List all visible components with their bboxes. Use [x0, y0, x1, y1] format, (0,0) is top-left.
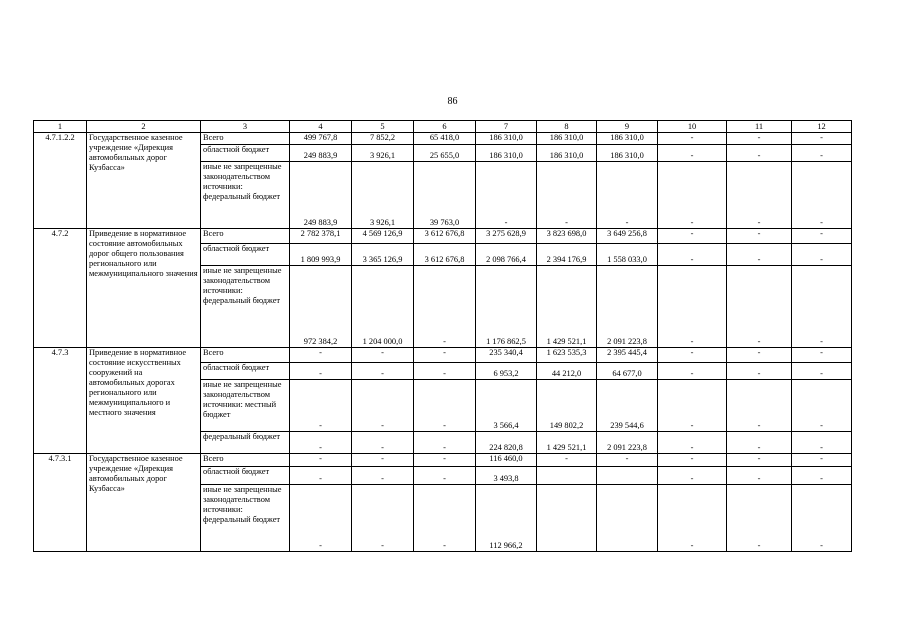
value-cell: 186 310,0	[476, 133, 537, 145]
funding-source: иные не запрещенные законодательством источники: федеральный бюджет	[201, 485, 290, 552]
funding-source: областной бюджет	[201, 244, 290, 266]
value-cell: -	[290, 485, 352, 552]
value-cell: -	[727, 266, 792, 348]
value-cell: -	[792, 266, 852, 348]
header-cell: 4	[290, 121, 352, 133]
value-cell: -	[727, 454, 792, 467]
value-cell: 186 310,0	[597, 133, 658, 145]
value-cell: -	[290, 363, 352, 380]
item-name: Государственное казенное учреждение «Дирекция автомобильных дорог Кузбасса»	[87, 454, 201, 552]
header-cell: 7	[476, 121, 537, 133]
value-cell: -	[476, 162, 537, 229]
value-cell: 7 852,2	[352, 133, 414, 145]
header-cell: 2	[87, 121, 201, 133]
value-cell: 1 176 862,5	[476, 266, 537, 348]
value-cell: -	[792, 454, 852, 467]
page-number: 86	[447, 96, 458, 107]
value-cell: 3 365 126,9	[352, 244, 414, 266]
value-cell: -	[414, 467, 476, 485]
value-cell: 149 802,2	[537, 380, 597, 432]
value-cell: -	[352, 454, 414, 467]
value-cell: -	[658, 266, 727, 348]
value-cell: -	[414, 266, 476, 348]
value-cell: -	[658, 454, 727, 467]
value-cell: -	[658, 229, 727, 244]
value-cell: -	[727, 145, 792, 162]
value-cell: 3 649 256,8	[597, 229, 658, 244]
value-cell: 2 091 223,8	[597, 266, 658, 348]
value-cell: -	[658, 380, 727, 432]
value-cell: -	[727, 244, 792, 266]
funding-source: Всего	[201, 133, 290, 145]
value-cell: -	[352, 467, 414, 485]
value-cell: -	[597, 454, 658, 467]
value-cell: 116 460,0	[476, 454, 537, 467]
header-cell: 1	[34, 121, 87, 133]
item-code: 4.7.3.1	[34, 454, 87, 552]
value-cell: 3 566,4	[476, 380, 537, 432]
value-cell: 1 623 535,3	[537, 348, 597, 363]
value-cell: -	[658, 348, 727, 363]
table-row	[34, 348, 852, 363]
funding-source: иные не запрещенные законодательством источники: федеральный бюджет	[201, 162, 290, 229]
value-cell: -	[792, 380, 852, 432]
value-cell: -	[537, 162, 597, 229]
value-cell: -	[727, 133, 792, 145]
header-cell: 10	[658, 121, 727, 133]
value-cell: -	[727, 162, 792, 229]
budget-table	[33, 120, 852, 552]
header-cell: 9	[597, 121, 658, 133]
funding-source: Всего	[201, 454, 290, 467]
value-cell: -	[597, 162, 658, 229]
value-cell: -	[290, 454, 352, 467]
value-cell: -	[792, 162, 852, 229]
value-cell: -	[658, 467, 727, 485]
value-cell: -	[727, 363, 792, 380]
value-cell: 186 310,0	[476, 145, 537, 162]
header-cell: 3	[201, 121, 290, 133]
value-cell: -	[727, 485, 792, 552]
value-cell: 1 429 521,1	[537, 266, 597, 348]
header-cell: 12	[792, 121, 852, 133]
value-cell: -	[727, 432, 792, 454]
value-cell	[597, 485, 658, 552]
value-cell: 2 395 445,4	[597, 348, 658, 363]
value-cell: 3 926,1	[352, 162, 414, 229]
header-cell: 8	[537, 121, 597, 133]
funding-source: иные не запрещенные законодательством источники: федеральный бюджет	[201, 266, 290, 348]
value-cell: -	[352, 348, 414, 363]
funding-source: областной бюджет	[201, 145, 290, 162]
value-cell: -	[414, 363, 476, 380]
value-cell: 1 204 000,0	[352, 266, 414, 348]
value-cell: -	[727, 348, 792, 363]
funding-source: областной бюджет	[201, 363, 290, 380]
value-cell: 4 569 126,9	[352, 229, 414, 244]
value-cell: 972 384,2	[290, 266, 352, 348]
value-cell: 2 394 176,9	[537, 244, 597, 266]
table-row	[34, 229, 852, 244]
value-cell: -	[352, 432, 414, 454]
item-code: 4.7.1.2.2	[34, 133, 87, 229]
value-cell: -	[414, 380, 476, 432]
value-cell: 44 212,0	[537, 363, 597, 380]
value-cell: -	[290, 380, 352, 432]
table-row	[34, 454, 852, 467]
value-cell: 6 953,2	[476, 363, 537, 380]
value-cell: -	[290, 467, 352, 485]
value-cell: -	[727, 229, 792, 244]
table-row	[34, 133, 852, 145]
value-cell: 3 493,8	[476, 467, 537, 485]
value-cell: -	[537, 454, 597, 467]
value-cell: -	[658, 162, 727, 229]
value-cell: -	[414, 348, 476, 363]
value-cell: -	[290, 348, 352, 363]
value-cell: 186 310,0	[597, 145, 658, 162]
value-cell	[537, 485, 597, 552]
value-cell: -	[352, 485, 414, 552]
value-cell: -	[792, 133, 852, 145]
value-cell: -	[658, 145, 727, 162]
item-code: 4.7.3	[34, 348, 87, 454]
value-cell: 1 809 993,9	[290, 244, 352, 266]
value-cell: -	[792, 363, 852, 380]
value-cell: -	[290, 432, 352, 454]
value-cell: 2 091 223,8	[597, 432, 658, 454]
value-cell: -	[658, 363, 727, 380]
item-name: Приведение в нормативное состояние искусственных сооружений на автомобильных дорогах регионального или межмуниципального и местного значения	[87, 348, 201, 454]
value-cell: 25 655,0	[414, 145, 476, 162]
value-cell: -	[792, 467, 852, 485]
value-cell: 224 820,8	[476, 432, 537, 454]
value-cell: -	[727, 380, 792, 432]
value-cell: -	[414, 485, 476, 552]
value-cell: 3 275 628,9	[476, 229, 537, 244]
value-cell: 39 763,0	[414, 162, 476, 229]
funding-source: иные не запрещенные законодательством источники: местный бюджет	[201, 380, 290, 432]
value-cell: 3 926,1	[352, 145, 414, 162]
value-cell	[537, 467, 597, 485]
header-row	[34, 121, 852, 133]
funding-source: Всего	[201, 229, 290, 244]
value-cell: -	[792, 485, 852, 552]
value-cell: 1 558 033,0	[597, 244, 658, 266]
value-cell: -	[414, 432, 476, 454]
item-name: Государственное казенное учреждение «Дирекция автомобильных дорог Кузбасса»	[87, 133, 201, 229]
value-cell: 112 966,2	[476, 485, 537, 552]
funding-source: федеральный бюджет	[201, 432, 290, 454]
value-cell: 499 767,8	[290, 133, 352, 145]
value-cell: -	[792, 229, 852, 244]
value-cell: -	[414, 454, 476, 467]
value-cell: 2 098 766,4	[476, 244, 537, 266]
value-cell: 3 823 698,0	[537, 229, 597, 244]
value-cell: 186 310,0	[537, 133, 597, 145]
value-cell: -	[792, 432, 852, 454]
value-cell: -	[658, 432, 727, 454]
value-cell: -	[727, 467, 792, 485]
value-cell: 249 883,9	[290, 162, 352, 229]
value-cell: 3 612 676,8	[414, 244, 476, 266]
value-cell: 2 782 378,1	[290, 229, 352, 244]
item-code: 4.7.2	[34, 229, 87, 348]
value-cell: -	[792, 145, 852, 162]
header-cell: 5	[352, 121, 414, 133]
funding-source: областной бюджет	[201, 467, 290, 485]
value-cell: -	[352, 363, 414, 380]
value-cell: -	[792, 244, 852, 266]
value-cell: -	[658, 244, 727, 266]
value-cell: 235 340,4	[476, 348, 537, 363]
value-cell: 64 677,0	[597, 363, 658, 380]
value-cell: 249 883,9	[290, 145, 352, 162]
value-cell: -	[352, 380, 414, 432]
header-cell: 11	[727, 121, 792, 133]
value-cell: 1 429 521,1	[537, 432, 597, 454]
value-cell: 186 310,0	[537, 145, 597, 162]
header-cell: 6	[414, 121, 476, 133]
value-cell: 239 544,6	[597, 380, 658, 432]
value-cell: -	[658, 133, 727, 145]
value-cell: -	[792, 348, 852, 363]
item-name: Приведение в нормативное состояние автомобильных дорог общего пользования регионального или межмуниципального значения	[87, 229, 201, 348]
value-cell: 3 612 676,8	[414, 229, 476, 244]
funding-source: Всего	[201, 348, 290, 363]
value-cell	[597, 467, 658, 485]
value-cell: 65 418,0	[414, 133, 476, 145]
value-cell: -	[658, 485, 727, 552]
